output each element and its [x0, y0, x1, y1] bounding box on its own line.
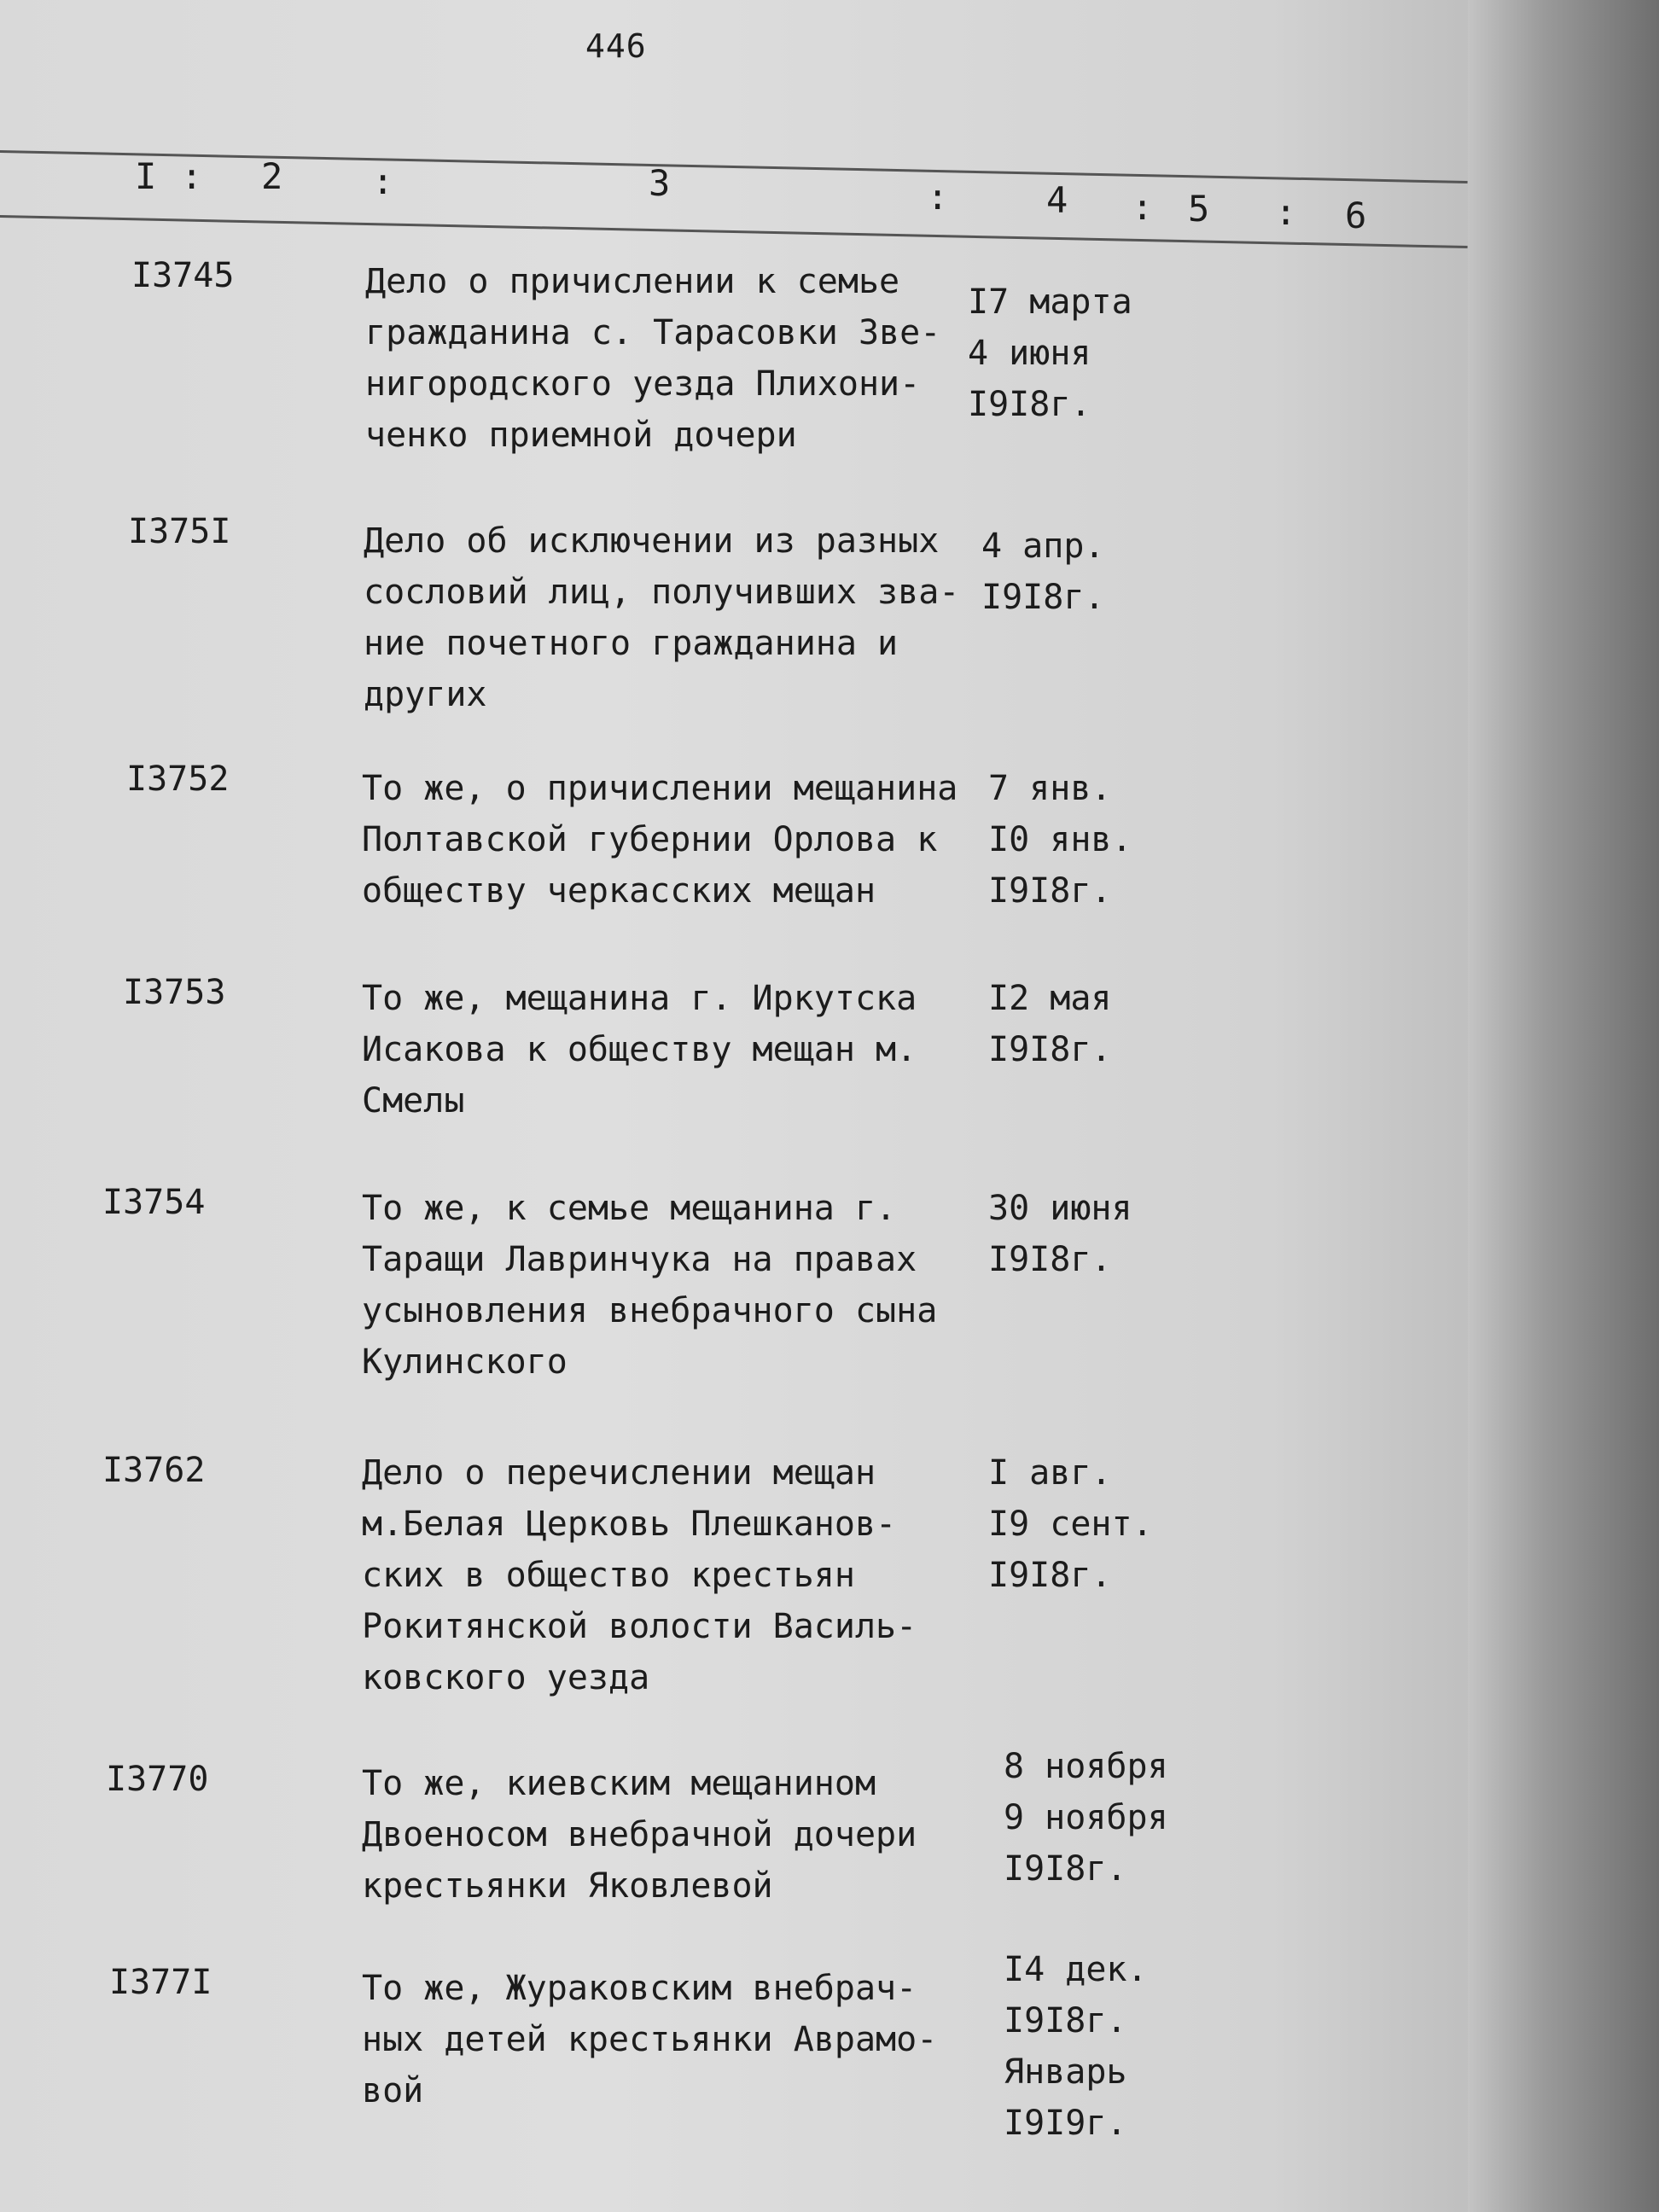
header-col-6: 6 — [1345, 195, 1367, 236]
header-col-2: 2 — [261, 155, 283, 197]
header-separator: : — [927, 176, 949, 218]
entry-number: I375I — [128, 512, 231, 551]
entry-description: То же, к семье мещанина г. Таращи Лавринчука на правах усыновления внебрачного сына Кулинского — [362, 1189, 938, 1382]
entry-number: I3762 — [102, 1451, 206, 1490]
entry-description: Дело об исключении из разных сословий лиц, получивших зва- ние почетного гражданина и других — [364, 521, 960, 714]
header-separator: : — [181, 155, 203, 197]
header-separator: : — [1132, 186, 1154, 228]
entry-dates: I4 дек. I9I8г. Январь I9I9г. — [1004, 1950, 1148, 2143]
page-number: 446 — [585, 27, 647, 65]
entry-number: I3754 — [102, 1183, 206, 1222]
header-top-rule — [0, 150, 1468, 183]
entry-description: То же, Жураковским внебрач- ных детей крестьянки Аврамо- вой — [362, 1969, 938, 2110]
entry-description: Дело о причислении к семье гражданина с. Тарасовки Зве- нигородского уезда Плихони- ченко приемной дочери — [365, 262, 941, 455]
entry-dates: 30 июня I9I8г. — [988, 1189, 1132, 1279]
header-col-1: I — [135, 155, 157, 197]
entry-dates: 7 янв. I0 янв. I9I8г. — [988, 769, 1132, 911]
entry-number: I3753 — [123, 973, 226, 1012]
entry-number: I377I — [109, 1963, 212, 2002]
header-separator: : — [372, 160, 394, 202]
header-col-4: 4 — [1046, 179, 1068, 221]
entry-dates: I7 марта 4 июня I9I8г. — [968, 282, 1132, 424]
entry-dates: 4 апр. I9I8г. — [981, 527, 1105, 617]
entry-description: То же, киевским мещанином Двоеносом внебрачной дочери крестьянки Яковлевой — [362, 1764, 917, 1906]
header-separator: : — [1275, 191, 1297, 233]
entry-number: I3752 — [126, 760, 230, 799]
entry-number: I3745 — [131, 256, 235, 295]
header-col-5: 5 — [1188, 188, 1210, 230]
entry-number: I3770 — [106, 1760, 209, 1799]
entry-dates: I авг. I9 сент. I9I8г. — [988, 1453, 1153, 1595]
entry-description: То же, мещанина г. Иркутска Исакова к обществу мещан м. Смелы — [362, 979, 917, 1121]
entry-dates: I2 мая I9I8г. — [988, 979, 1112, 1069]
header-bottom-rule — [0, 215, 1468, 248]
entry-dates: 8 ноября 9 ноября I9I8г. — [1004, 1747, 1168, 1889]
entry-description: Дело о перечислении мещан м.Белая Церковь Плешканов- ских в общество крестьян Рокитянской волости Василь- ковского уезда — [362, 1453, 917, 1697]
header-col-3: 3 — [649, 162, 671, 204]
binding-shadow — [1468, 0, 1659, 2212]
entry-description: То же, о причислении мещанина Полтавской губернии Орлова к обществу черкасских мещан — [362, 769, 958, 911]
